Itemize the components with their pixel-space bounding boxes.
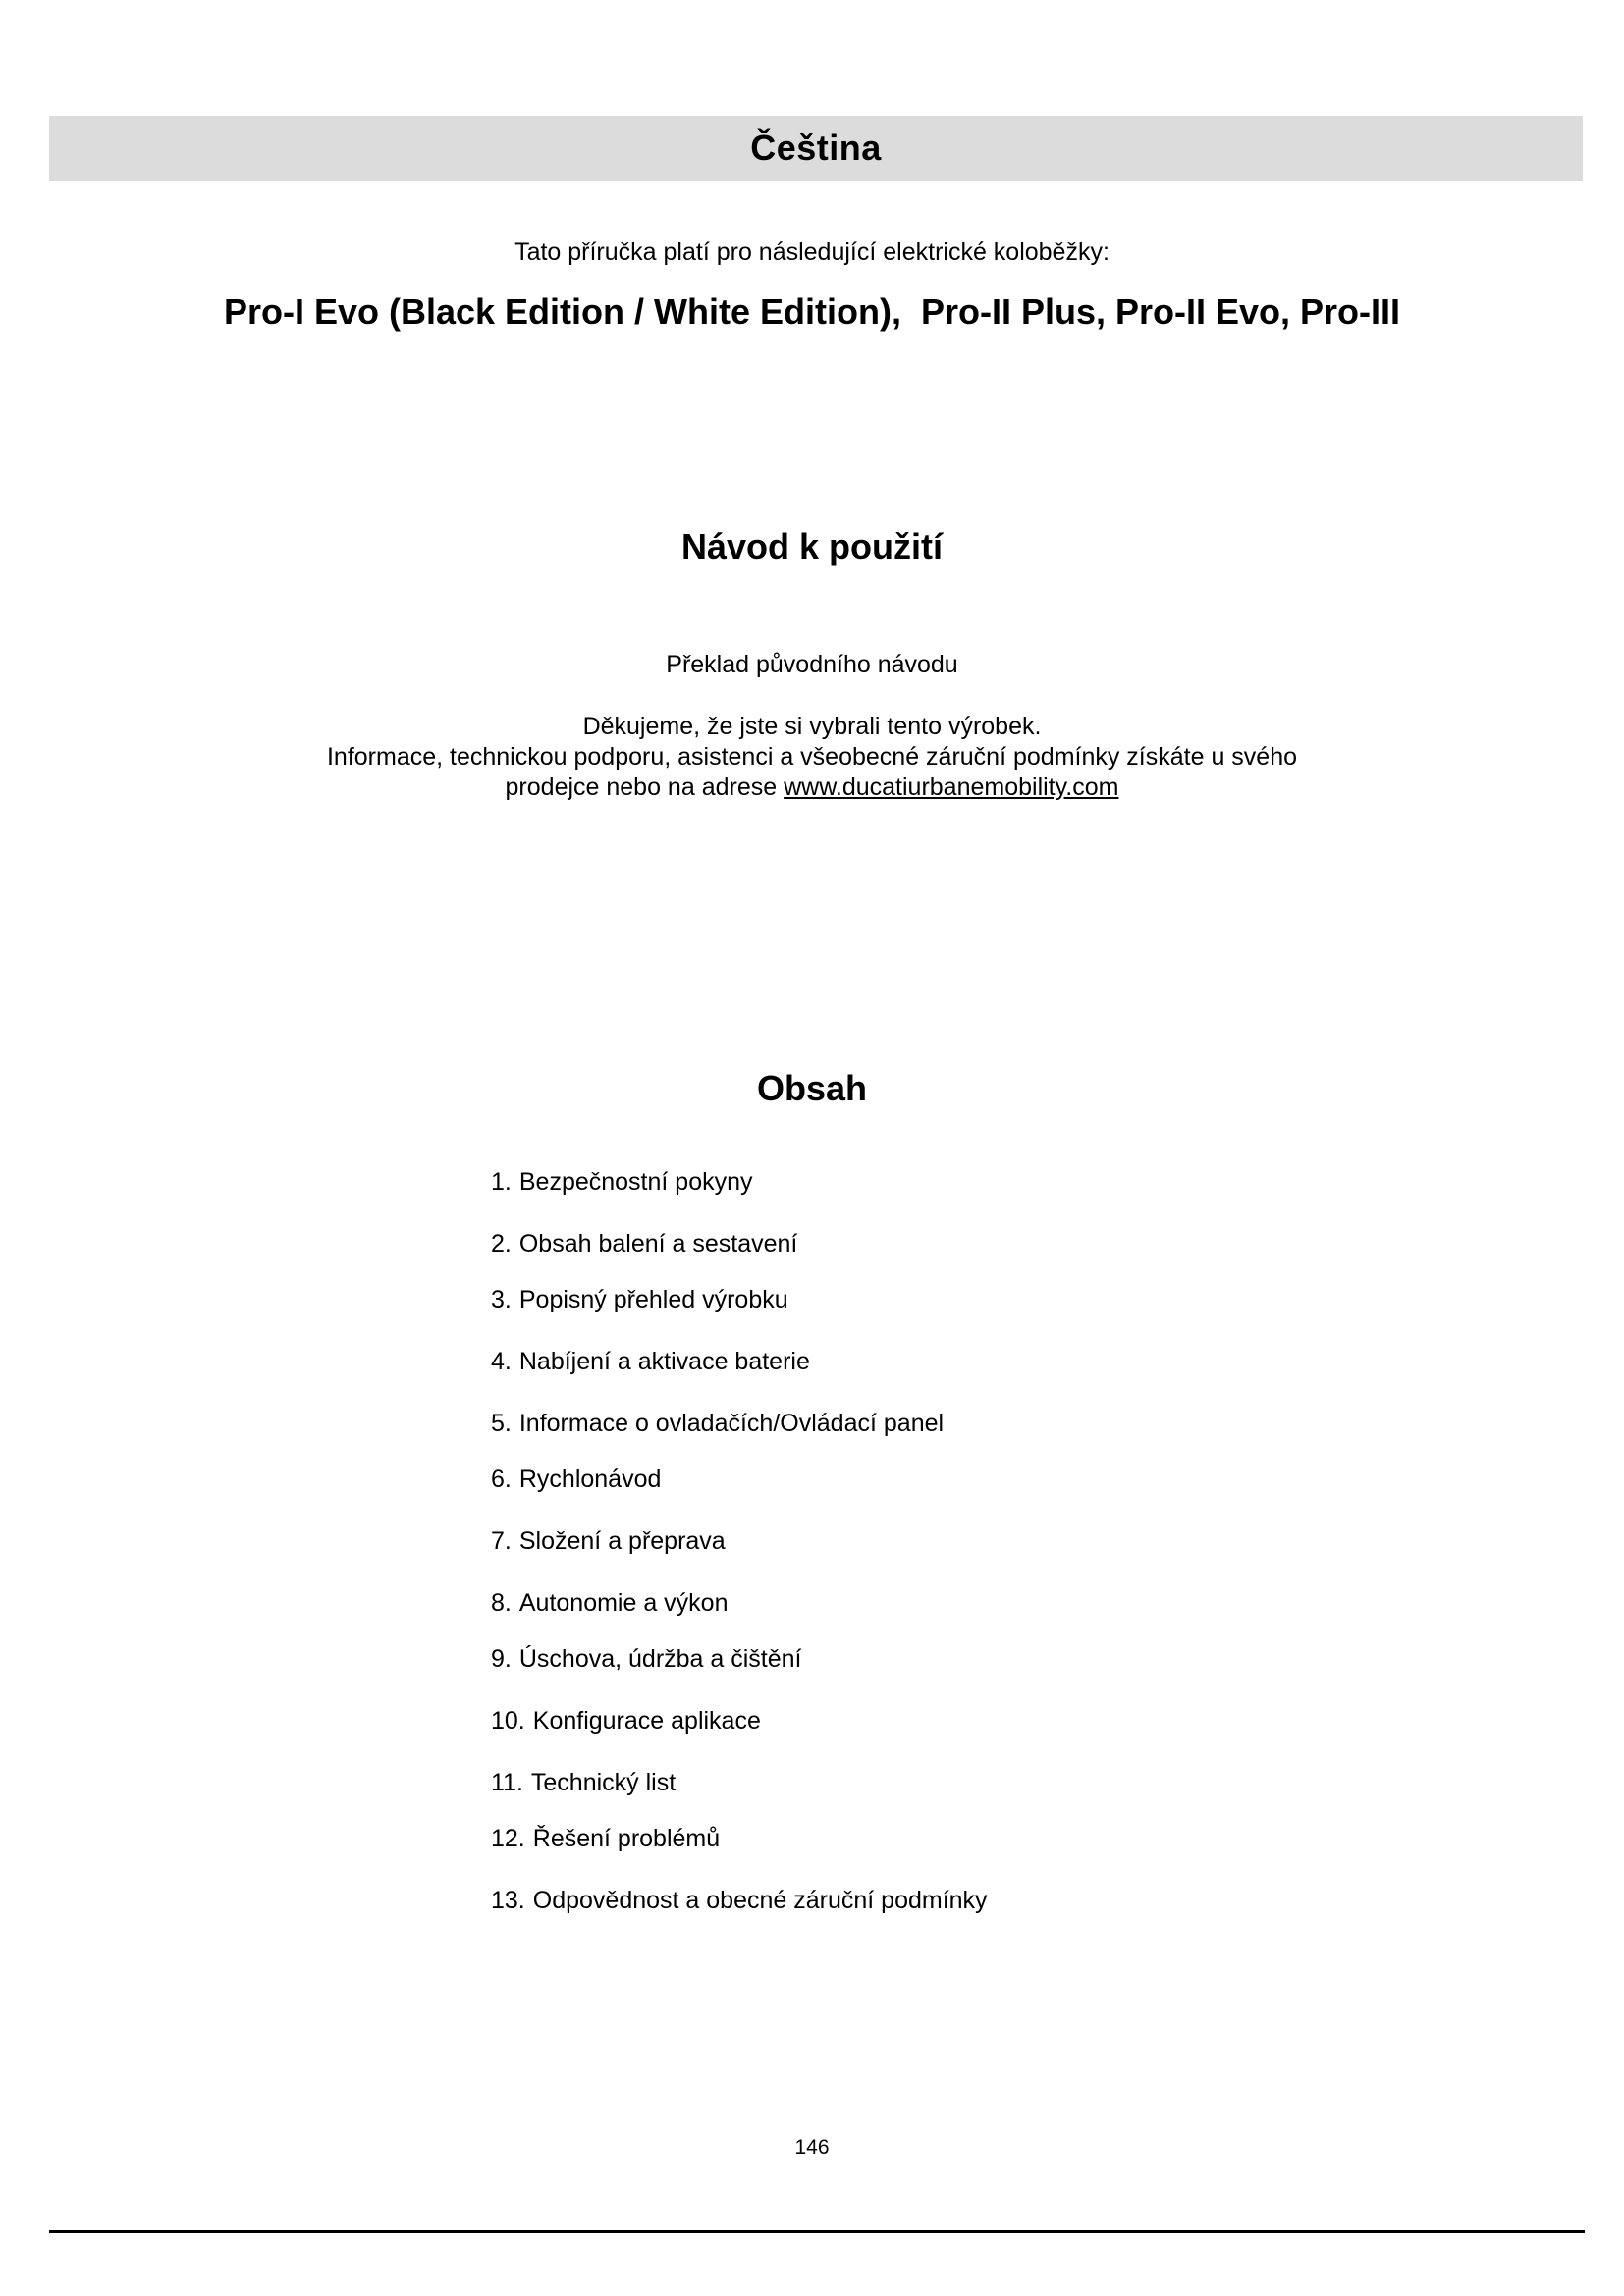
translation-note: Překlad původního návodu bbox=[666, 651, 958, 678]
toc-item-label: Informace o ovladačích/Ovládací panel bbox=[518, 1410, 945, 1437]
toc-item-label: Odpovědnost a obecné záruční podmínky bbox=[532, 1887, 988, 1914]
toc-item-number: 6. bbox=[491, 1466, 512, 1493]
website-link[interactable]: www.ducatiurbanemobility.com bbox=[784, 774, 1119, 801]
manual-title: Návod k použití bbox=[680, 526, 943, 566]
toc-item-label: Bezpečnostní pokyny bbox=[518, 1168, 753, 1196]
toc-item[interactable] bbox=[491, 1527, 726, 1556]
page-number: 146 bbox=[794, 2136, 830, 2159]
toc-item-number: 11. bbox=[491, 1769, 523, 1796]
toc-item[interactable] bbox=[491, 1769, 676, 1797]
toc-item[interactable] bbox=[491, 1230, 797, 1258]
toc-item-label: Popisný přehled výrobku bbox=[518, 1286, 788, 1313]
toc-item-label: Složení a přeprava bbox=[518, 1527, 726, 1555]
toc-item-number: 9. bbox=[491, 1645, 512, 1673]
applies-to-text: Tato příručka platí pro následující elektrické koloběžky: bbox=[514, 239, 1110, 266]
toc-item-number: 1. bbox=[491, 1168, 512, 1196]
toc-item[interactable] bbox=[491, 1825, 720, 1853]
toc-item-number: 7. bbox=[491, 1527, 512, 1555]
toc-title: Obsah bbox=[756, 1068, 868, 1108]
toc-item-label: Autonomie a výkon bbox=[518, 1589, 729, 1617]
model-list: Pro-I Evo (Black Edition / White Edition), Pro-II Plus, Pro-II Evo, Pro-III bbox=[223, 292, 1401, 332]
toc-item-label: Úschova, údržba a čištění bbox=[518, 1645, 802, 1673]
toc-item-label: Technický list bbox=[530, 1769, 677, 1796]
toc-item-label: Řešení problémů bbox=[532, 1825, 721, 1852]
toc-item-label: Nabíjení a aktivace baterie bbox=[518, 1348, 810, 1375]
language-header-bar bbox=[49, 116, 1583, 181]
toc-item-number: 2. bbox=[491, 1230, 512, 1257]
toc-item-number: 13. bbox=[491, 1887, 525, 1914]
toc-item[interactable] bbox=[491, 1707, 761, 1735]
toc-item-number: 4. bbox=[491, 1348, 512, 1375]
toc-item-label: Konfigurace aplikace bbox=[532, 1707, 761, 1735]
language-title: Čeština bbox=[750, 128, 882, 168]
dealer-line bbox=[0, 773, 1624, 803]
toc-item[interactable] bbox=[491, 1589, 728, 1618]
info-line: Informace, technickou podporu, asistenci a všeobecné záruční podmínky získáte u svého bbox=[326, 743, 1298, 771]
toc-item[interactable] bbox=[491, 1887, 988, 1915]
toc-item-number: 8. bbox=[491, 1589, 512, 1617]
toc-item[interactable] bbox=[491, 1466, 661, 1494]
thanks-block bbox=[0, 712, 1624, 803]
dealer-text: prodejce nebo na adrese bbox=[505, 774, 778, 801]
toc-item[interactable] bbox=[491, 1410, 944, 1438]
thanks-line: Děkujeme, že jste si vybrali tento výrobek. bbox=[582, 713, 1042, 740]
footer-rule bbox=[49, 2230, 1585, 2233]
toc-item-label: Obsah balení a sestavení bbox=[518, 1230, 798, 1257]
toc-item[interactable] bbox=[491, 1645, 802, 1674]
toc-item-number: 10. bbox=[491, 1707, 525, 1735]
toc-item-label: Rychlonávod bbox=[518, 1466, 662, 1493]
toc-item-number: 3. bbox=[491, 1286, 512, 1313]
toc-item-number: 12. bbox=[491, 1825, 525, 1852]
toc-item[interactable] bbox=[491, 1168, 753, 1197]
toc-item[interactable] bbox=[491, 1286, 788, 1314]
toc-item-number: 5. bbox=[491, 1410, 512, 1437]
toc-item[interactable] bbox=[491, 1348, 810, 1376]
